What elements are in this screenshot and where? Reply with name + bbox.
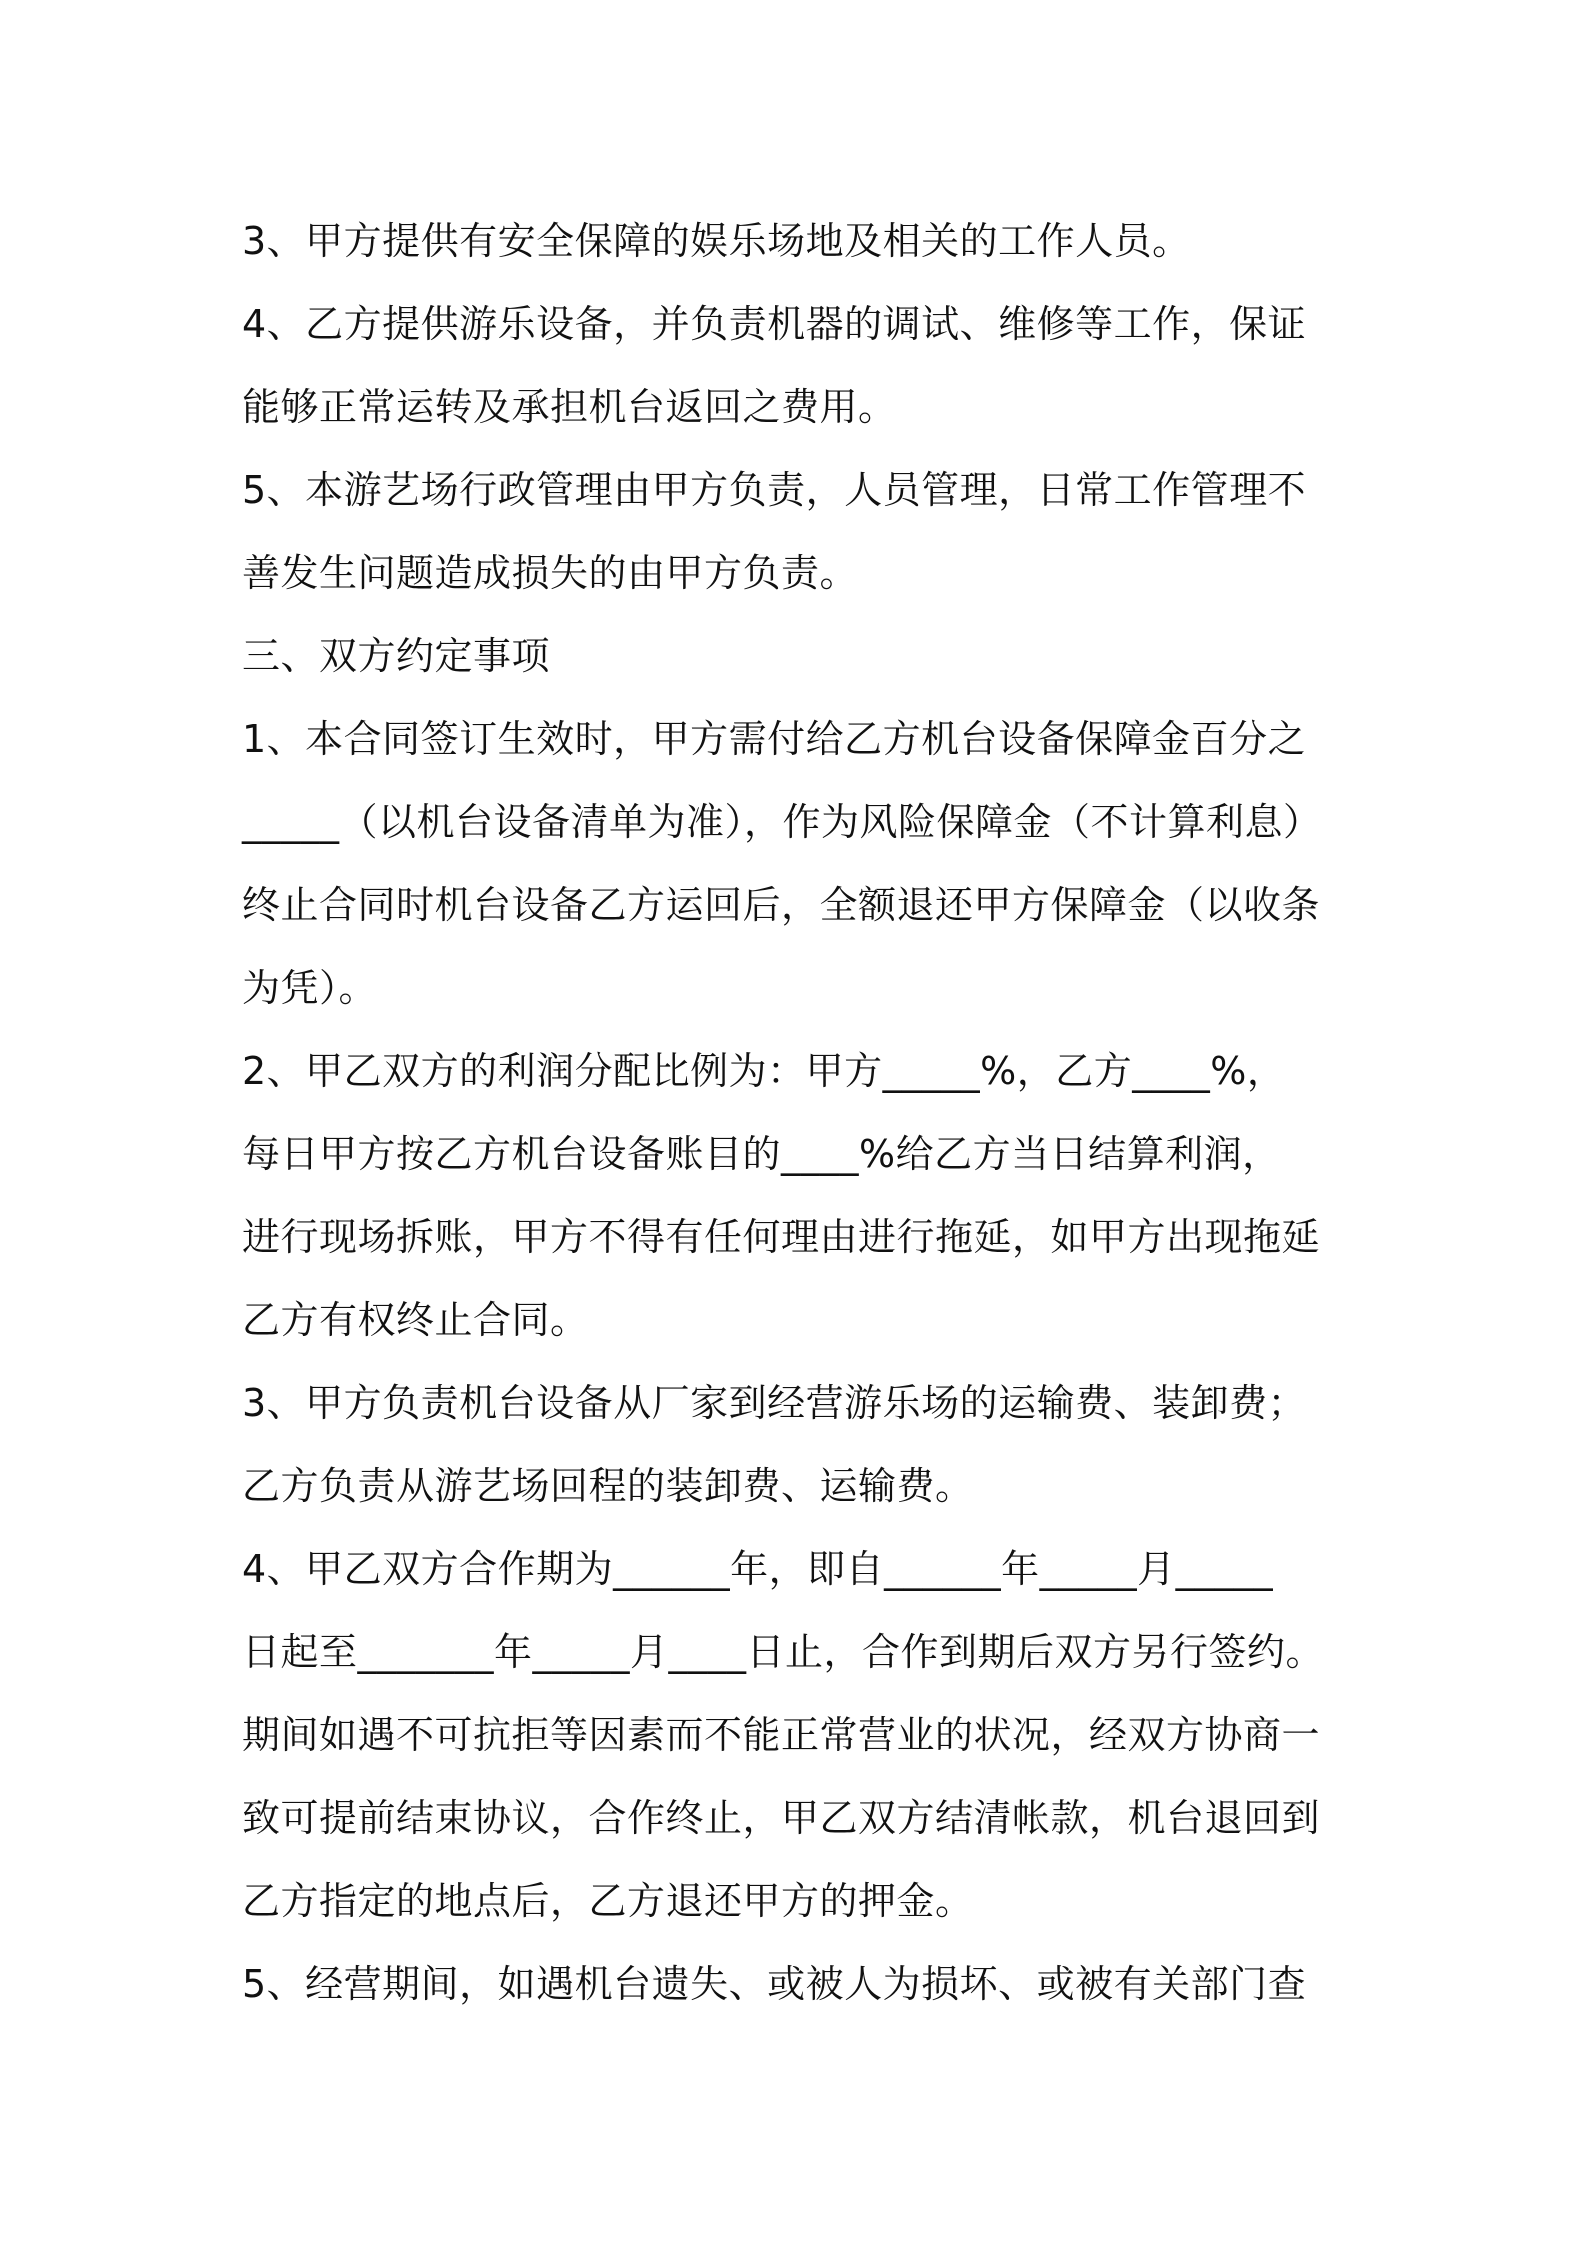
text-line: 期间如遇不可抗拒等因素而不能正常营业的状况，经双方协商一 (242, 1713, 1321, 1757)
text-line: 善发生问题造成损失的由甲方负责。 (242, 551, 859, 595)
document-body (242, 200, 1372, 2026)
text-line: 致可提前结束协议，合作终止，甲乙双方结清帐款，机台退回到 (242, 1796, 1321, 1840)
text-line: 能够正常运转及承担机台返回之费用。 (242, 385, 897, 429)
text-line: 3、甲方负责机台设备从厂家到经营游乐场的运输费、装卸费； (242, 1381, 1307, 1425)
text-line: 为凭）。 (242, 966, 378, 1010)
text-line: 5、本游艺场行政管理由甲方负责，人员管理，日常工作管理不 (242, 468, 1307, 512)
text-line: 终止合同时机台设备乙方运回后，全额退还甲方保障金（以收条 (242, 883, 1321, 927)
text-line: 4、乙方提供游乐设备，并负责机器的调试、维修等工作，保证 (242, 302, 1307, 346)
text-line: 乙方负责从游艺场回程的装卸费、运输费。 (242, 1464, 974, 1508)
text-line: 乙方指定的地点后，乙方退还甲方的押金。 (242, 1879, 974, 1923)
text-line: 乙方有权终止合同。 (242, 1298, 589, 1342)
text-line: 5、经营期间，如遇机台遗失、或被人为损坏、或被有关部门查 (242, 1962, 1307, 2006)
section-heading: 三、双方约定事项 (242, 634, 551, 678)
text-line: 日起至_______年_____月____日止，合作到期后双方另行签约。 (242, 1630, 1325, 1674)
text-line: 2、甲乙双方的利润分配比例为：甲方_____%，乙方____%， (242, 1049, 1286, 1093)
text-line: 4、甲乙双方合作期为______年，即自______年_____月_____ (242, 1547, 1274, 1591)
text-line: 3、甲方提供有安全保障的娱乐场地及相关的工作人员。 (242, 219, 1191, 263)
text-line: _____（以机台设备清单为准），作为风险保障金（不计算利息） (242, 800, 1322, 844)
text-line: 进行现场拆账，甲方不得有任何理由进行拖延，如甲方出现拖延 (242, 1215, 1321, 1259)
text-line: 每日甲方按乙方机台设备账目的____%给乙方当日结算利润， (242, 1132, 1281, 1176)
text-line: 1、本合同签订生效时，甲方需付给乙方机台设备保障金百分之 (242, 717, 1307, 761)
